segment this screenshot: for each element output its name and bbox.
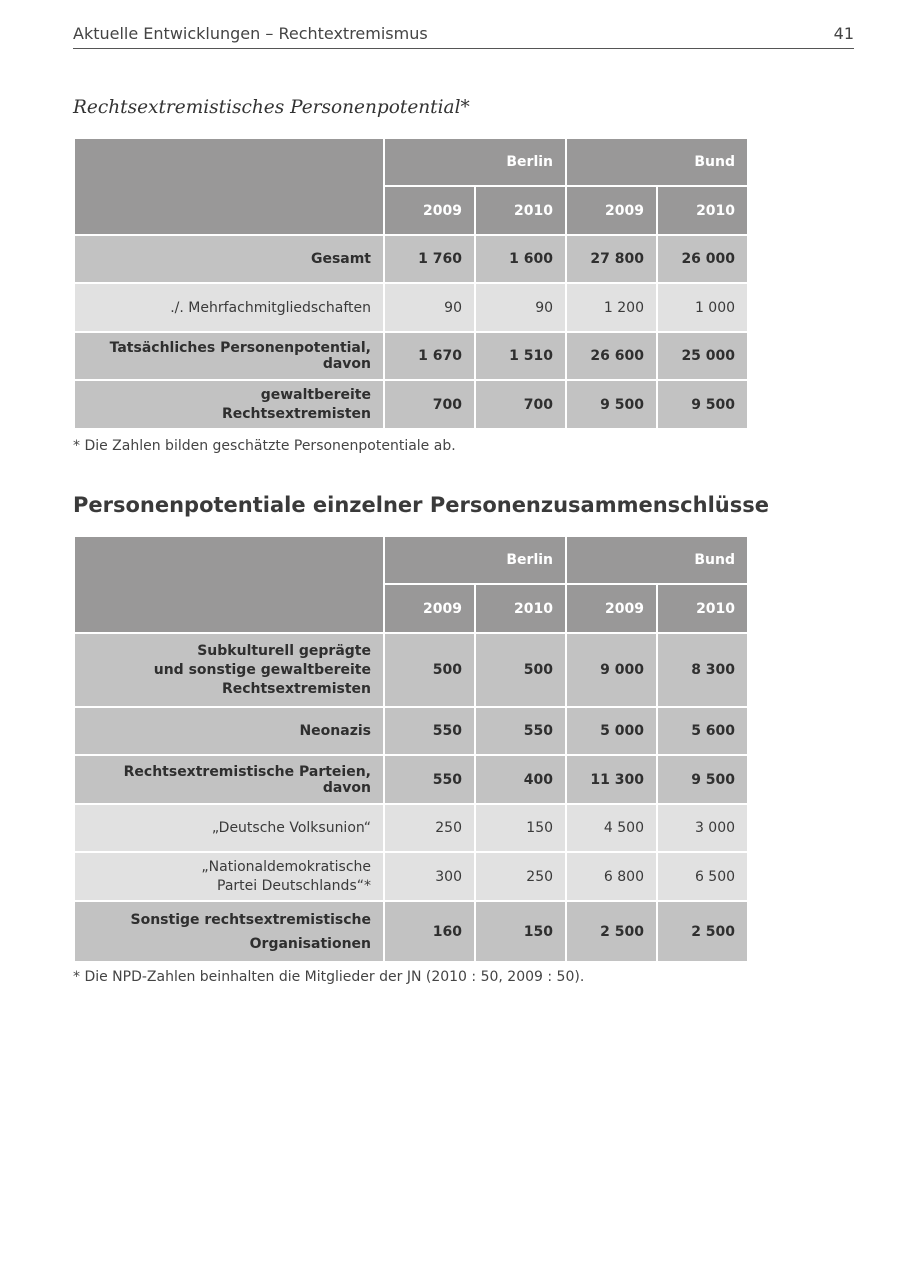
- cell-value: 300: [384, 852, 475, 901]
- page-header: [73, 22, 854, 49]
- table-row: [74, 380, 748, 429]
- cell-value: 25 000: [657, 332, 748, 380]
- cell-value: 2 500: [566, 901, 657, 962]
- cell-value: 250: [475, 852, 566, 901]
- row-label-line: Rechtsextremisten: [221, 405, 371, 422]
- table-row: [74, 901, 748, 962]
- cell-value: 1 200: [566, 283, 657, 332]
- cell-value: 4 500: [566, 804, 657, 852]
- row-label: [74, 901, 384, 962]
- row-label-line: Rechtsextremisten: [221, 680, 371, 697]
- cell-value: 11 300: [566, 755, 657, 804]
- row-label: [74, 380, 384, 429]
- table-personenpotential: [73, 137, 749, 430]
- cell-value: 500: [384, 633, 475, 707]
- table-row: [74, 332, 748, 380]
- group-header-bund: Bund: [566, 138, 748, 186]
- cell-value: 90: [384, 283, 475, 332]
- row-label: Neonazis: [74, 707, 384, 755]
- row-label-line: und sonstige gewaltbereite: [153, 661, 371, 678]
- year-header: 2010: [475, 186, 566, 235]
- table1-title: Rechtsextremistisches Personenpotential*: [73, 97, 470, 118]
- cell-value: 700: [475, 380, 566, 429]
- row-label-line: Subkulturell geprägte: [197, 642, 371, 659]
- row-label-line: gewaltbereite: [260, 386, 371, 403]
- row-label-line: „Nationaldemokratische: [201, 858, 371, 875]
- cell-value: 1 600: [475, 235, 566, 283]
- cell-value: 9 500: [657, 380, 748, 429]
- cell-value: 1 510: [475, 332, 566, 380]
- row-label-line: Organisationen: [249, 935, 371, 952]
- cell-value: 1 000: [657, 283, 748, 332]
- table2-title: Personenpotentiale einzelner Personenzusammenschlüsse: [73, 493, 769, 517]
- table2-footnote: * Die NPD-Zahlen beinhalten die Mitglieder der JN (2010 : 50, 2009 : 50).: [73, 969, 585, 985]
- cell-value: 550: [475, 707, 566, 755]
- row-label: [74, 852, 384, 901]
- group-header-bund: Bund: [566, 536, 748, 584]
- header-corner: [74, 138, 384, 235]
- table-row: [74, 755, 748, 804]
- table-row: [74, 804, 748, 852]
- cell-value: 26 000: [657, 235, 748, 283]
- row-label: „Deutsche Volksunion“: [74, 804, 384, 852]
- cell-value: 6 500: [657, 852, 748, 901]
- year-header: 2010: [657, 186, 748, 235]
- table-row: [74, 283, 748, 332]
- cell-value: 27 800: [566, 235, 657, 283]
- year-header: 2009: [566, 584, 657, 633]
- cell-value: 9 500: [566, 380, 657, 429]
- cell-value: 2 500: [657, 901, 748, 962]
- table1-footnote: * Die Zahlen bilden geschätzte Personenpotentiale ab.: [73, 438, 456, 454]
- cell-value: 3 000: [657, 804, 748, 852]
- cell-value: 700: [384, 380, 475, 429]
- cell-value: 550: [384, 755, 475, 804]
- cell-value: 26 600: [566, 332, 657, 380]
- cell-value: 5 600: [657, 707, 748, 755]
- row-label: [74, 633, 384, 707]
- cell-value: 90: [475, 283, 566, 332]
- cell-value: 250: [384, 804, 475, 852]
- header-corner: [74, 536, 384, 633]
- cell-value: 1 760: [384, 235, 475, 283]
- cell-value: 5 000: [566, 707, 657, 755]
- group-header-berlin: Berlin: [384, 536, 566, 584]
- cell-value: 150: [475, 804, 566, 852]
- row-label: Tatsächliches Personenpotential, davon: [74, 332, 384, 380]
- page-number: 41: [833, 24, 854, 43]
- row-label: Rechtsextremistische Parteien, davon: [74, 755, 384, 804]
- table-row: [74, 235, 748, 283]
- row-label: ./. Mehrfachmitgliedschaften: [74, 283, 384, 332]
- table-row: [74, 633, 748, 707]
- row-label-line: Sonstige rechtsextremistische: [130, 911, 371, 928]
- group-header-berlin: Berlin: [384, 138, 566, 186]
- cell-value: 150: [475, 901, 566, 962]
- cell-value: 550: [384, 707, 475, 755]
- year-header: 2010: [475, 584, 566, 633]
- cell-value: 8 300: [657, 633, 748, 707]
- cell-value: 160: [384, 901, 475, 962]
- year-header: 2009: [566, 186, 657, 235]
- row-label-line: Partei Deutschlands“*: [217, 877, 371, 894]
- row-label: Gesamt: [74, 235, 384, 283]
- table-row: [74, 852, 748, 901]
- year-header: 2010: [657, 584, 748, 633]
- cell-value: 9 000: [566, 633, 657, 707]
- cell-value: 500: [475, 633, 566, 707]
- table-personenzusammenschluesse: [73, 535, 749, 963]
- cell-value: 400: [475, 755, 566, 804]
- year-header: 2009: [384, 186, 475, 235]
- cell-value: 1 670: [384, 332, 475, 380]
- cell-value: 9 500: [657, 755, 748, 804]
- cell-value: 6 800: [566, 852, 657, 901]
- running-title: Aktuelle Entwicklungen – Rechtextremismus: [73, 24, 428, 43]
- year-header: 2009: [384, 584, 475, 633]
- table-row: [74, 707, 748, 755]
